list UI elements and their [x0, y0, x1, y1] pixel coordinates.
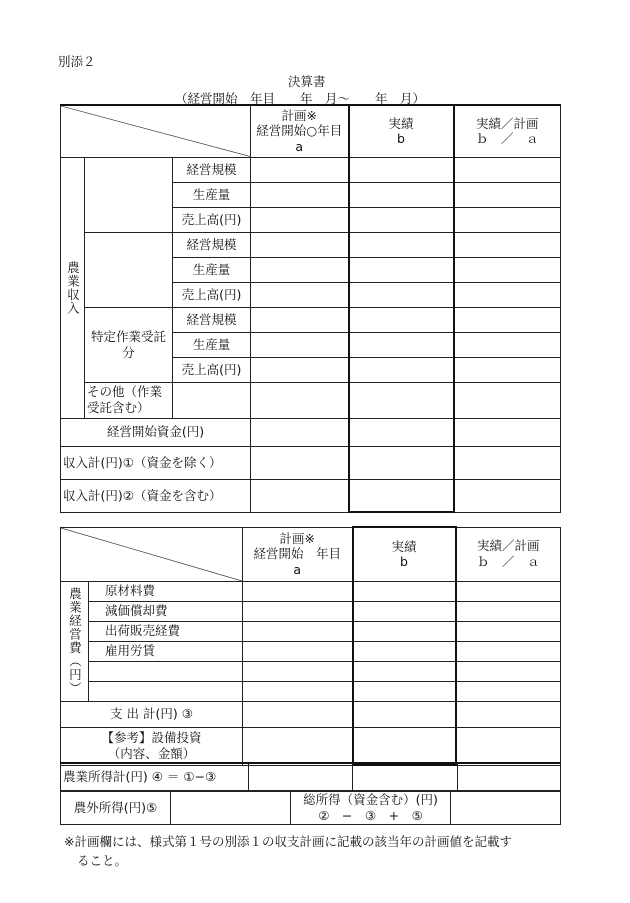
farm-income-section-label: 農業収入 [61, 157, 85, 418]
ratio-cell[interactable] [454, 157, 561, 182]
expense-item[interactable] [89, 661, 243, 681]
special-work-label: 特定作業受託分 [85, 307, 173, 382]
ratio-cell[interactable] [456, 727, 561, 765]
plan-cell[interactable] [251, 157, 349, 182]
ratio-cell[interactable] [454, 418, 561, 446]
ratio-column-header: 実績／計画 ｂ ／ ａ [454, 105, 561, 157]
plan-cell[interactable] [243, 661, 353, 681]
plan-cell[interactable] [251, 307, 349, 332]
metric-label: 売上高(円) [173, 282, 251, 307]
actual-cell[interactable] [349, 357, 454, 382]
farm-income-ratio[interactable] [458, 763, 561, 791]
plan-cell[interactable] [243, 601, 353, 621]
actual-cell[interactable] [349, 418, 454, 446]
footnote-line-1: ※計画欄には、様式第１号の別添１の収支計画に記載の該当年の計画値を記載す [64, 834, 512, 849]
income-table [60, 104, 561, 513]
actual-cell[interactable] [349, 182, 454, 207]
start-funds-label: 経営開始資金(円) [61, 418, 251, 446]
ratio-cell[interactable] [456, 641, 561, 661]
ratio-cell[interactable] [456, 661, 561, 681]
ratio-cell[interactable] [454, 207, 561, 232]
actual-cell[interactable] [349, 257, 454, 282]
footnote-line-2: ること。 [77, 852, 128, 868]
actual-cell[interactable] [349, 232, 454, 257]
actual-cell[interactable] [353, 621, 456, 641]
expense-item: 原材料費 [89, 581, 243, 601]
metric-label: 売上高(円) [173, 207, 251, 232]
metric-label: 経営規模 [173, 307, 251, 332]
outside-income-label: 農外所得(円)⑤ [61, 791, 171, 825]
farm-income-actual[interactable] [353, 763, 458, 791]
plan-column-header: 計画※ 経営開始○年目 a [251, 105, 349, 157]
header-diagonal-cell [61, 105, 251, 157]
farm-income-row [60, 762, 561, 792]
total-income-label: 総所得（資金含む）(円) ② − ③ + ⑤ [291, 791, 451, 825]
expense-item[interactable] [89, 681, 243, 701]
actual-cell[interactable] [349, 282, 454, 307]
actual-cell[interactable] [349, 479, 454, 512]
actual-cell[interactable] [349, 332, 454, 357]
actual-cell[interactable] [349, 207, 454, 232]
actual-cell[interactable] [353, 661, 456, 681]
ratio-cell[interactable] [454, 232, 561, 257]
expense-item: 減価償却費 [89, 601, 243, 621]
ratio-cell[interactable] [454, 446, 561, 479]
actual-column-header: 実績 b [349, 105, 454, 157]
farm-income-label: 農業所得計(円) ④ ＝ ①−③ [61, 763, 249, 791]
plan-cell[interactable] [251, 182, 349, 207]
ratio-cell[interactable] [456, 681, 561, 701]
ratio-cell[interactable] [456, 701, 561, 727]
plan-cell[interactable] [251, 232, 349, 257]
equipment-investment-label: 【参考】設備投資 （内容、金額） [61, 727, 243, 765]
total-income-row [60, 790, 561, 825]
metric-label: 経営規模 [173, 232, 251, 257]
plan-cell[interactable] [251, 257, 349, 282]
plan-cell[interactable] [251, 418, 349, 446]
crop-block-2 [85, 232, 173, 307]
actual-cell[interactable] [353, 641, 456, 661]
plan-column-header: 計画※ 経営開始 年目 a [243, 527, 353, 581]
metric-label: 生産量 [173, 332, 251, 357]
actual-cell[interactable] [353, 601, 456, 621]
farm-income-plan[interactable] [249, 763, 353, 791]
plan-cell[interactable] [243, 621, 353, 641]
ratio-cell[interactable] [454, 332, 561, 357]
other-income-label: その他（作業受託含む） [85, 382, 173, 418]
total-income-value[interactable] [451, 791, 561, 825]
plan-cell[interactable] [243, 641, 353, 661]
actual-cell[interactable] [353, 727, 456, 765]
plan-cell[interactable] [251, 357, 349, 382]
attachment-label: 別添２ [58, 54, 96, 69]
actual-cell[interactable] [353, 701, 456, 727]
plan-cell[interactable] [251, 207, 349, 232]
income-total-1-label: 収入計(円)①（資金を除く） [61, 446, 251, 479]
ratio-cell[interactable] [454, 479, 561, 512]
plan-cell[interactable] [243, 701, 353, 727]
plan-cell[interactable] [251, 446, 349, 479]
income-total-2-label: 収入計(円)②（資金を含む） [61, 479, 251, 512]
actual-cell[interactable] [349, 382, 454, 418]
ratio-cell[interactable] [456, 581, 561, 601]
ratio-cell[interactable] [454, 282, 561, 307]
ratio-cell[interactable] [454, 307, 561, 332]
ratio-column-header: 実績／計画 ｂ ／ ａ [456, 527, 561, 581]
actual-column-header: 実績 b [353, 527, 456, 581]
ratio-cell[interactable] [454, 257, 561, 282]
plan-cell[interactable] [243, 727, 353, 765]
ratio-cell[interactable] [454, 182, 561, 207]
plan-cell[interactable] [243, 581, 353, 601]
plan-cell[interactable] [251, 479, 349, 512]
actual-cell[interactable] [349, 157, 454, 182]
header-diagonal-cell [61, 527, 243, 581]
metric-label: 経営規模 [173, 157, 251, 182]
footnote [64, 833, 564, 871]
expense-table [60, 526, 561, 766]
actual-cell[interactable] [349, 446, 454, 479]
farm-expense-section-label: 農業経営費（円） [61, 581, 89, 701]
actual-cell[interactable] [349, 307, 454, 332]
actual-cell[interactable] [353, 581, 456, 601]
actual-cell[interactable] [353, 681, 456, 701]
plan-cell[interactable] [251, 282, 349, 307]
crop-block-1 [85, 157, 173, 232]
ratio-cell[interactable] [456, 601, 561, 621]
metric-label: 売上高(円) [173, 357, 251, 382]
expense-item: 雇用労賃 [89, 641, 243, 661]
plan-cell[interactable] [251, 382, 349, 418]
plan-cell[interactable] [251, 332, 349, 357]
ratio-cell[interactable] [456, 621, 561, 641]
expense-item: 出荷販売経費 [89, 621, 243, 641]
expense-total-label: 支 出 計(円) ③ [61, 701, 243, 727]
period-label: （経営開始 年目 年 月～ 年 月） [175, 91, 426, 106]
outside-income-value[interactable] [171, 791, 291, 825]
ratio-cell[interactable] [454, 357, 561, 382]
plan-cell[interactable] [243, 681, 353, 701]
metric-label: 生産量 [173, 257, 251, 282]
ratio-cell[interactable] [454, 382, 561, 418]
metric-label: 生産量 [173, 182, 251, 207]
page-title: 決算書 [288, 74, 326, 89]
other-income-detail[interactable] [173, 382, 251, 418]
